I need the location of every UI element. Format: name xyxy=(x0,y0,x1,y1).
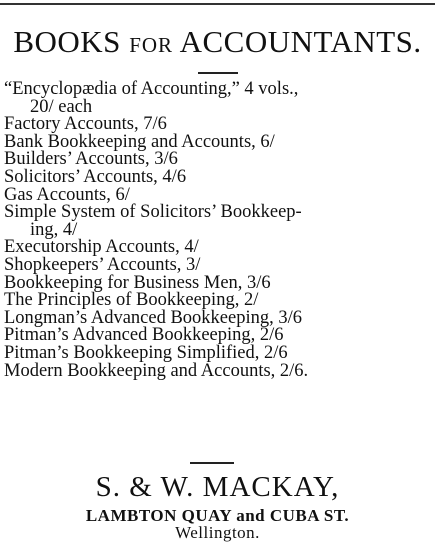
heading-word-accountants: ACCOUNTANTS. xyxy=(179,24,422,59)
book-item-solicitors-bookkeeping xyxy=(4,204,435,239)
book-title-line: Builders’ Accounts, 3/6 xyxy=(4,149,178,170)
publisher-divider xyxy=(190,462,234,464)
book-title-line: Shopkeepers’ Accounts, 3/ xyxy=(4,254,201,275)
book-title-line: Gas Accounts, 6/ xyxy=(4,184,130,205)
book-title-line: Executorship Accounts, 4/ xyxy=(4,237,199,258)
book-title-line: Simple System of Solicitors’ Bookkeep- xyxy=(4,202,302,223)
book-title-continuation: 20/ each xyxy=(30,96,93,117)
book-title-line: Pitman’s Advanced Bookkeeping, 2/6 xyxy=(4,325,284,346)
book-item-modern-bookkeeping xyxy=(4,360,435,381)
book-title-line: Modern Bookkeeping and Accounts, 2/6. xyxy=(4,360,309,381)
book-title-continuation: ing, 4/ xyxy=(30,219,78,240)
book-title-line: The Principles of Bookkeeping, 2/ xyxy=(4,290,259,311)
book-title-line: Pitman’s Bookkeeping Simplified, 2/6 xyxy=(4,342,288,363)
publisher-city: Wellington. xyxy=(175,523,260,542)
publisher-address: LAMBTON QUAY and CUBA ST. xyxy=(85,506,350,525)
book-title-line: “Encyclopædia of Accounting,” 4 vols., xyxy=(4,79,299,99)
advert-heading xyxy=(0,22,435,65)
book-title-line: Bank Bookkeeping and Accounts, 6/ xyxy=(4,131,275,152)
book-title-line: Solicitors’ Accounts, 4/6 xyxy=(4,166,187,187)
heading-word-books: BOOKS xyxy=(13,24,121,59)
book-title-line: Bookkeeping for Business Men, 3/6 xyxy=(4,272,271,293)
book-title-line: Factory Accounts, 7/6 xyxy=(4,114,167,135)
top-border-rule xyxy=(0,3,435,5)
heading-divider xyxy=(198,72,238,74)
book-list xyxy=(4,81,435,380)
heading-word-for: FOR xyxy=(129,33,174,57)
publisher-name: S. & W. MACKAY, xyxy=(95,471,340,503)
book-item-encyclopaedia xyxy=(4,81,435,116)
book-title-line: Longman’s Advanced Bookkeeping, 3/6 xyxy=(4,307,303,328)
